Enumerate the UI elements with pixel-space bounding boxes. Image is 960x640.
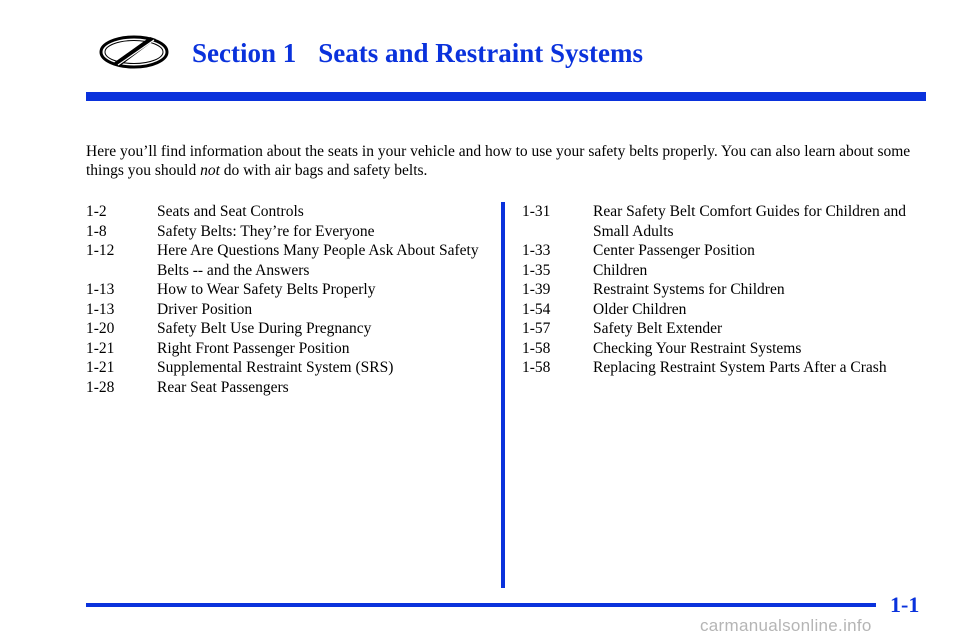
- oldsmobile-rocket-logo-icon: [98, 32, 170, 72]
- toc-page-ref: 1-8: [86, 222, 107, 240]
- toc-page-ref: 1-35: [522, 261, 551, 279]
- toc-entry-title: Checking Your Restraint Systems: [593, 339, 802, 357]
- toc-entry-title: Rear Seat Passengers: [157, 378, 289, 396]
- intro-paragraph: [86, 142, 926, 180]
- section-name: Seats and Restraint Systems: [318, 38, 644, 68]
- toc-entry-title: Seats and Seat Controls: [157, 203, 304, 220]
- toc-entry-title: How to Wear Safety Belts Properly: [157, 281, 376, 298]
- toc-entry-title: Replacing Restraint System Parts After a Crash: [593, 359, 887, 376]
- toc-entry-title: Restraint Systems for Children: [593, 281, 785, 298]
- toc-page-ref: 1-54: [522, 300, 551, 318]
- toc-entry[interactable]: [86, 202, 496, 222]
- toc-entry-title: Safety Belt Extender: [593, 320, 723, 337]
- footer-rule: [86, 603, 876, 607]
- toc-entry[interactable]: [522, 202, 932, 241]
- toc-page-ref: 1-28: [86, 378, 115, 396]
- toc-page-ref: 1-33: [522, 242, 551, 259]
- toc-page-ref: 1-13: [86, 281, 115, 298]
- toc-page-ref: 1-58: [522, 359, 551, 376]
- toc-entry[interactable]: [522, 261, 932, 281]
- toc-entry[interactable]: [86, 300, 496, 320]
- toc-entry[interactable]: [86, 280, 496, 300]
- intro-emphasis: not: [200, 162, 220, 179]
- toc-entry-title: Supplemental Restraint System (SRS): [157, 359, 394, 376]
- toc-entry-title: Right Front Passenger Position: [157, 339, 350, 357]
- intro-text-end: do with air bags and safety belts.: [219, 162, 428, 179]
- toc-entry-title: Here Are Questions Many People Ask About Safety Belts -- and the Answers: [157, 242, 479, 279]
- column-divider: [501, 202, 505, 588]
- watermark: carmanualsonline.info: [700, 616, 872, 635]
- toc-entry[interactable]: [86, 222, 496, 242]
- section-number: Section 1: [192, 38, 297, 68]
- toc-left-column: [86, 202, 496, 397]
- toc-entry-title: Safety Belts: They’re for Everyone: [157, 222, 375, 240]
- toc-entry[interactable]: [86, 358, 496, 378]
- toc-entry-title: Older Children: [593, 300, 687, 318]
- toc-entry[interactable]: [522, 300, 932, 320]
- toc-entry[interactable]: [522, 339, 932, 359]
- toc-entry-title: Children: [593, 261, 648, 279]
- toc-entry-title: Center Passenger Position: [593, 242, 755, 259]
- toc-entry-title: Driver Position: [157, 300, 253, 318]
- toc-page-ref: 1-13: [86, 300, 115, 318]
- toc-entry[interactable]: [86, 378, 496, 398]
- toc-page-ref: 1-2: [86, 203, 107, 220]
- toc-entry[interactable]: [86, 339, 496, 359]
- toc-page-ref: 1-57: [522, 320, 551, 337]
- toc-page-ref: 1-21: [86, 359, 115, 376]
- page-number: 1-1: [890, 592, 920, 617]
- toc-page-ref: 1-21: [86, 339, 115, 357]
- toc-page-ref: 1-31: [522, 203, 551, 220]
- toc-entry[interactable]: [522, 241, 932, 261]
- toc-page-ref: 1-39: [522, 281, 551, 298]
- toc-entry[interactable]: [86, 241, 496, 280]
- toc-entry[interactable]: [522, 319, 932, 339]
- toc-entry-title: Safety Belt Use During Pregnancy: [157, 320, 372, 337]
- toc-right-column: [522, 202, 932, 378]
- header-rule: [86, 92, 926, 101]
- toc-entry[interactable]: [522, 358, 932, 378]
- toc-entry[interactable]: [86, 319, 496, 339]
- toc-entry-title: Rear Safety Belt Comfort Guides for Children and Small Adults: [593, 203, 906, 240]
- toc-entry[interactable]: [522, 280, 932, 300]
- toc-page-ref: 1-20: [86, 320, 115, 337]
- intro-text-start: Here you’ll find information about the seats in your vehicle and how to use your safety belts properly. You can also learn about some things you should: [86, 143, 911, 179]
- toc-page-ref: 1-58: [522, 339, 551, 357]
- section-title: [192, 38, 643, 69]
- toc-page-ref: 1-12: [86, 242, 115, 259]
